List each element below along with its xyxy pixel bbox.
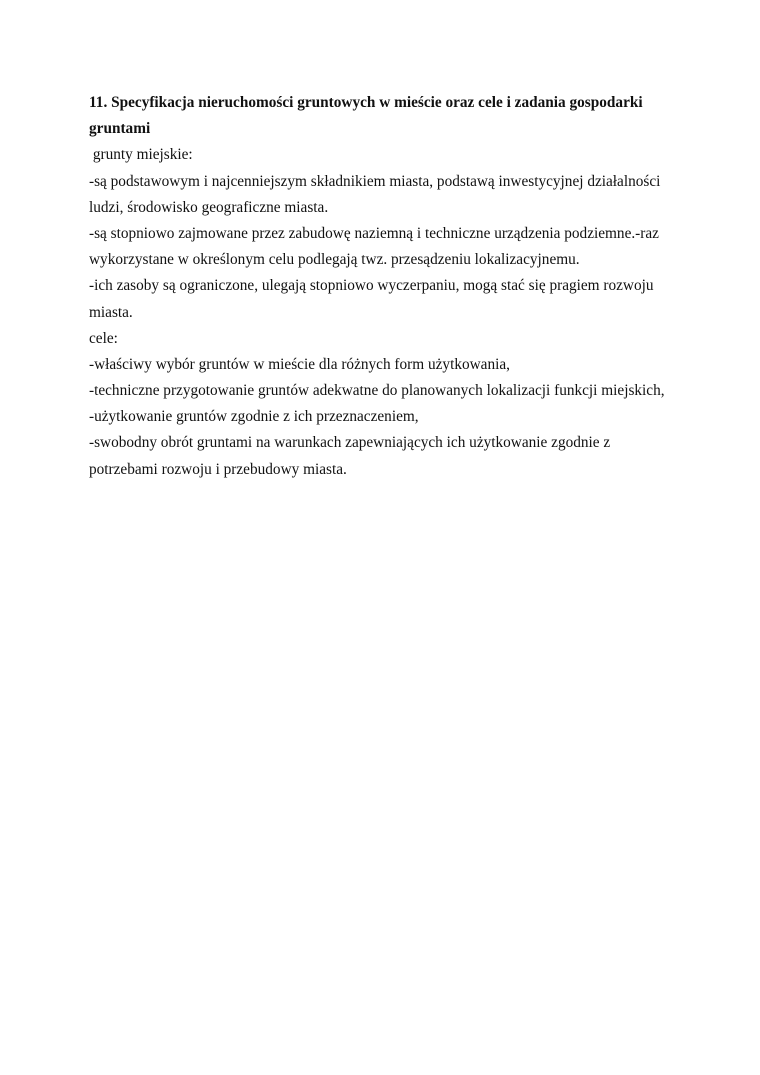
section-heading: [89, 90, 709, 142]
document-page: [89, 90, 709, 483]
body-line: -są podstawowym i najcenniejszym składnikiem miasta, podstawą inwestycyjnej działalności: [89, 172, 661, 190]
body-line: -ich zasoby są ograniczone, ulegają stopniowo wyczerpaniu, mogą stać się pragiem rozwoju: [89, 277, 654, 295]
body-line: ludzi, środowisko geograficzne miasta.: [89, 198, 329, 216]
body-line: -użytkowanie gruntów zgodnie z ich przeznaczeniem,: [89, 408, 419, 426]
heading-line: 11. Specyfikacja nieruchomości gruntowych w mieście oraz cele i zadania gospodarki: [89, 94, 643, 111]
body-line: -swobodny obrót gruntami na warunkach zapewniających ich użytkowanie zgodnie z: [89, 434, 611, 452]
body-line: -techniczne przygotowanie gruntów adekwatne do planowanych lokalizacji funkcji miejskich,: [89, 382, 665, 400]
body-line: cele:: [89, 329, 118, 347]
body-line: wykorzystane w określonym celu podlegają twz. przesądzeniu lokalizacyjnemu.: [89, 251, 580, 269]
body-line: grunty miejskie:: [89, 146, 193, 164]
section-body: [89, 142, 709, 482]
body-line: -właściwy wybór gruntów w mieście dla różnych form użytkowania,: [89, 355, 510, 373]
body-line: -są stopniowo zajmowane przez zabudowę naziemną i techniczne urządzenia podziemne.-raz: [89, 224, 659, 242]
heading-line: gruntami: [89, 120, 151, 138]
body-line: potrzebami rozwoju i przebudowy miasta.: [89, 460, 347, 478]
body-line: miasta.: [89, 303, 133, 321]
